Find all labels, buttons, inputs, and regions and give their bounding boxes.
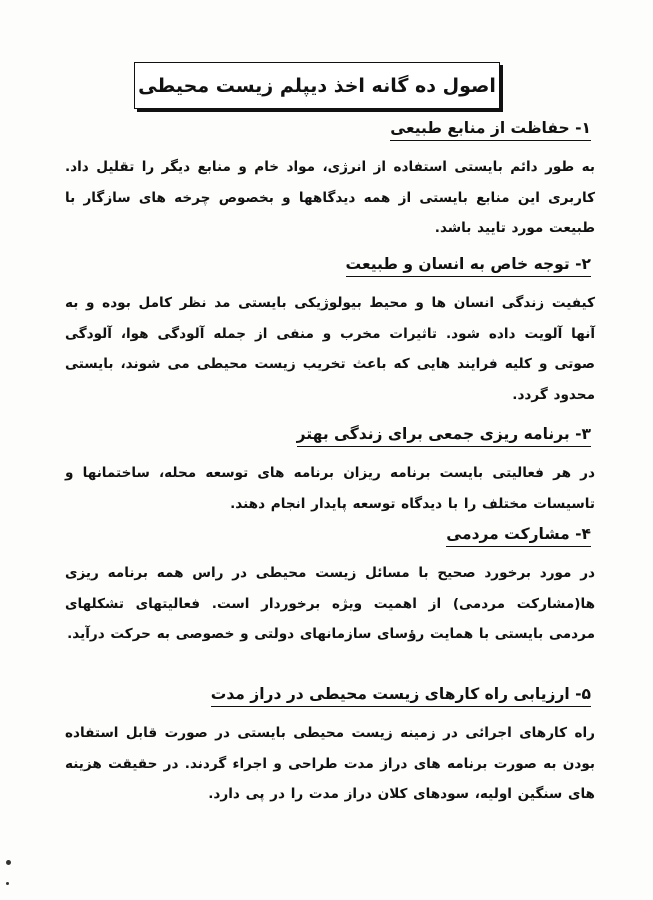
section-heading: ۵- ارزیابی راه کارهای زیست محیطی در دراز مدت (211, 685, 591, 707)
scan-mark (6, 882, 9, 885)
scan-mark (6, 860, 11, 865)
section-3 (65, 424, 595, 519)
title-box (134, 62, 500, 109)
page-title: اصول ده گانه اخذ دیپلم زیست محیطی (138, 74, 496, 97)
section-paragraph: راه کارهای اجرائی در زمینه زیست محیطی بایستی در صورت قابل استفاده بودن به صورت برنامه های دراز مدت طراحی و اجراء گردند. در حقیقت هزینه های سنگین اولیه، سودهای کلان دراز مدت را در پی دارد. (65, 725, 595, 802)
section-1 (65, 118, 595, 244)
section-4 (65, 524, 595, 650)
section-heading: ۲- توجه خاص به انسان و طبیعت (346, 255, 591, 277)
section-heading: ۳- برنامه ریزی جمعی برای زندگی بهتر (297, 425, 591, 447)
section-paragraph: به طور دائم بایستی استفاده از انرژی، مواد خام و منابع دیگر را تقلیل داد. کاربری این منابع بایستی از همه دیدگاهها و بخصوص چرخه های سازگار با طبیعت مورد تایید باشد. (65, 159, 595, 236)
section-2 (65, 254, 595, 410)
section-heading: ۴- مشارکت مردمی (446, 525, 591, 547)
section-5 (65, 684, 595, 810)
section-heading: ۱- حفاظت از منابع طبیعی (390, 119, 591, 141)
section-paragraph: در مورد برخورد صحیح با مسائل زیست محیطی در راس همه برنامه ریزی ها(مشارکت مردمی) از اهمیت ویژه برخوردار است. فعالیتهای تشکلهای مردمی بایستی با همایت رؤسای سازمانهای دولتی و خصوصی به حرکت درآید. (65, 565, 595, 642)
section-paragraph: کیفیت زندگی انسان ها و محیط بیولوژیکی بایستی مد نظر کامل بوده و به آنها آلویت داده شود. تاثیرات مخرب و منفی از جمله آلودگی هوا، آلودگی صوتی و کلیه فرایند هایی که باعث تخریب زیست محیطی می شوند، بایستی محدود گردد. (65, 295, 595, 403)
section-paragraph: در هر فعالیتی بایست برنامه ریزان برنامه های توسعه محله، ساختمانها و تاسیسات مختلف را با دیدگاه توسعه پایدار انجام دهند. (65, 465, 595, 512)
